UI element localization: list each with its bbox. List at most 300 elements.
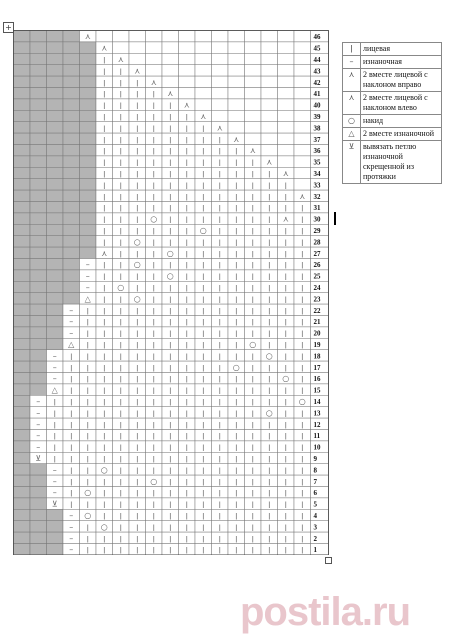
knit-icon: ǀ — [103, 215, 106, 224]
chart-cell — [14, 373, 31, 384]
knit-icon: ǀ — [218, 295, 221, 304]
purl-icon: – — [69, 317, 74, 327]
chart-cell — [47, 99, 64, 110]
knit-icon: ǀ — [202, 546, 205, 555]
knit-icon: ǀ — [169, 420, 172, 429]
chart-cell — [162, 31, 179, 42]
knit-icon: ǀ — [268, 306, 271, 315]
knit-icon: ǀ — [218, 420, 221, 429]
chart-cell — [80, 65, 97, 76]
chart-cell — [113, 42, 130, 53]
chart-cell — [63, 65, 80, 76]
knit-icon: ǀ — [268, 238, 271, 247]
knit-icon: ǀ — [103, 135, 106, 144]
chart-cell — [30, 498, 47, 509]
knit-icon: ǀ — [251, 284, 254, 292]
knit-icon: ǀ — [136, 135, 139, 144]
purl-icon: – — [69, 511, 74, 520]
knit-icon: ǀ — [103, 227, 106, 235]
knit-icon: ǀ — [119, 67, 122, 76]
knit-icon: ǀ — [251, 238, 254, 247]
row-number: 23 — [313, 295, 321, 304]
yarn-over-icon: ○ — [166, 271, 174, 281]
row-number: 15 — [313, 386, 321, 395]
chart-cell — [245, 133, 262, 144]
knit-icon: ǀ — [136, 386, 139, 395]
knit-icon: ǀ — [103, 113, 106, 121]
knit-icon: ǀ — [86, 500, 89, 509]
knit-icon: ǀ — [136, 363, 139, 372]
knit-icon: ǀ — [235, 318, 238, 327]
legend-row — [343, 141, 442, 184]
knit-icon: ǀ — [268, 318, 271, 327]
chart-cell — [30, 532, 47, 543]
knit-icon: ǀ — [86, 523, 89, 532]
row-number: 4 — [313, 512, 317, 520]
knit-icon: ǀ — [268, 386, 271, 395]
knit-icon: ǀ — [169, 546, 172, 555]
chart-cell — [30, 167, 47, 178]
yarn-over-icon: ○ — [100, 465, 108, 475]
chart-cell — [80, 99, 97, 110]
knit-icon: ǀ — [218, 329, 221, 338]
chart-cell — [80, 88, 97, 99]
yarn-over-icon: ○ — [133, 294, 141, 304]
knit-icon: ǀ — [202, 181, 205, 190]
knit-icon: ǀ — [251, 192, 254, 201]
knit-icon: ǀ — [251, 546, 254, 555]
legend-text: лицевая — [361, 43, 442, 56]
knit-icon: ǀ — [169, 124, 172, 133]
knit-icon: ǀ — [119, 261, 122, 270]
knit-icon: ǀ — [185, 352, 188, 361]
chart-cell — [195, 31, 212, 42]
row-number: 5 — [313, 500, 317, 509]
yarn-over-icon: ○ — [298, 397, 306, 406]
knit-icon: ǀ — [185, 238, 188, 247]
knit-icon: ǀ — [136, 398, 139, 406]
chart-cell — [146, 31, 163, 42]
knit-icon: ǀ — [235, 386, 238, 395]
chart-cell — [129, 53, 146, 64]
knit-icon: ǀ — [185, 215, 188, 224]
chart-cell — [30, 145, 47, 156]
knit-icon: ǀ — [86, 341, 89, 349]
knit-icon: ǀ — [152, 386, 155, 395]
knit-icon: ǀ — [251, 170, 254, 178]
knit-icon: ǀ — [268, 500, 271, 509]
row-number: 26 — [313, 261, 321, 270]
chart-cell — [278, 156, 295, 167]
chart-cell — [47, 521, 64, 532]
knit-icon: ǀ — [185, 466, 188, 475]
row-number: 31 — [313, 204, 321, 213]
k2tog-icon: ⋏ — [117, 55, 124, 64]
row-number: 41 — [313, 90, 321, 99]
knit-icon: ǀ — [53, 443, 56, 452]
purl-twisted-icon: ⊻ — [35, 454, 42, 463]
chart-cell — [228, 42, 245, 53]
chart-cell — [47, 259, 64, 270]
watermark: postila.ru — [240, 590, 411, 634]
knit-icon: ǀ — [169, 306, 172, 315]
knit-icon: ǀ — [301, 215, 304, 224]
knit-icon: ǀ — [86, 409, 89, 418]
knit-icon: ǀ — [218, 398, 221, 406]
knit-icon: ǀ — [284, 352, 287, 361]
knit-icon: ǀ — [70, 489, 73, 498]
k2tog-right-icon: ⋏ — [343, 69, 361, 92]
knit-icon: ǀ — [119, 523, 122, 532]
yarn-over-icon: ○ — [232, 362, 240, 372]
knit-icon: ǀ — [119, 375, 122, 384]
knit-icon: ǀ — [301, 295, 304, 304]
knit-icon: ǀ — [136, 227, 139, 235]
knit-icon: ǀ — [301, 341, 304, 349]
knit-icon: ǀ — [218, 546, 221, 555]
knit-icon: ǀ — [235, 534, 238, 543]
knit-icon: ǀ — [152, 204, 155, 213]
chart-cell — [14, 521, 31, 532]
knit-icon: ǀ — [103, 147, 106, 156]
knit-icon: ǀ — [103, 329, 106, 338]
knit-icon: ǀ — [218, 523, 221, 532]
chart-cell — [294, 65, 311, 76]
knit-icon: ǀ — [235, 306, 238, 315]
knit-icon: ǀ — [185, 204, 188, 213]
row-number: 22 — [313, 306, 321, 315]
knit-icon: ǀ — [103, 546, 106, 555]
knit-icon: ǀ — [103, 352, 106, 361]
knit-icon: ǀ — [119, 192, 122, 201]
knit-icon: ǀ — [202, 192, 205, 201]
chart-cell — [14, 544, 31, 555]
chart-cell — [63, 31, 80, 42]
chart-cell — [278, 88, 295, 99]
yarn-over-icon: ○ — [133, 260, 141, 270]
knit-icon: ǀ — [169, 261, 172, 270]
knit-icon: ǀ — [284, 329, 287, 338]
purl-twisted-icon: ⊻ — [51, 499, 58, 509]
knit-icon: ǀ — [235, 375, 238, 384]
chart-cell — [294, 99, 311, 110]
chart-cell — [261, 53, 278, 64]
knit-icon: ǀ — [53, 432, 56, 441]
knit-icon: ǀ — [235, 261, 238, 270]
chart-cell — [162, 76, 179, 87]
knit-icon: ǀ — [169, 341, 172, 349]
knit-icon: ǀ — [218, 272, 221, 281]
chart-cell — [63, 76, 80, 87]
knit-icon: ǀ — [284, 477, 287, 486]
knit-icon: ǀ — [268, 329, 271, 338]
chart-cell — [80, 202, 97, 213]
chart-cell — [195, 65, 212, 76]
chart-cell — [14, 133, 31, 144]
row-number: 13 — [313, 409, 321, 418]
k2tog-icon: ⋏ — [101, 248, 108, 258]
knit-icon: ǀ — [103, 238, 106, 247]
knit-icon: ǀ — [169, 113, 172, 121]
knit-icon: ǀ — [185, 227, 188, 235]
legend-text: накид — [361, 115, 442, 128]
knit-icon: ǀ — [301, 409, 304, 418]
chart-cell — [14, 53, 31, 64]
knit-icon: ǀ — [169, 455, 172, 463]
knit-icon: ǀ — [169, 329, 172, 338]
chart-cell — [30, 464, 47, 475]
knit-icon: ǀ — [185, 432, 188, 441]
chart-cell — [261, 122, 278, 133]
chart-cell — [294, 156, 311, 167]
knit-icon: ǀ — [86, 432, 89, 441]
chart-cell — [80, 190, 97, 201]
knit-icon: ǀ — [136, 90, 139, 99]
knit-icon: ǀ — [251, 352, 254, 361]
chart-cell — [47, 509, 64, 520]
yarn-over-icon: ○ — [100, 522, 108, 532]
chart-cell — [278, 110, 295, 121]
chart-cell — [14, 498, 31, 509]
chart-cell — [80, 156, 97, 167]
chart-cell — [113, 31, 130, 42]
chart-cell — [212, 110, 229, 121]
knit-icon: ǀ — [169, 295, 172, 304]
knit-icon: ǀ — [268, 272, 271, 281]
knit-icon: ǀ — [86, 546, 89, 555]
row-number: 8 — [313, 466, 317, 475]
chart-cell — [47, 53, 64, 64]
purl-icon: – — [85, 260, 90, 270]
chart-cell — [228, 122, 245, 133]
legend-text: вывязать петлю изнаночной скрещенной из протяжки — [361, 141, 442, 184]
knit-icon: ǀ — [284, 284, 287, 292]
chart-cell — [30, 338, 47, 349]
table-resize-handle[interactable] — [325, 557, 332, 564]
chart-cell — [30, 110, 47, 121]
purl-icon: – — [69, 305, 74, 315]
knit-icon: ǀ — [103, 386, 106, 395]
chart-cell — [14, 475, 31, 486]
chart-cell — [261, 42, 278, 53]
row-number: 37 — [313, 135, 321, 144]
knit-icon: ǀ — [169, 101, 172, 110]
knit-icon: ǀ — [202, 500, 205, 509]
knit-icon: ǀ — [136, 420, 139, 429]
knit-icon: ǀ — [284, 192, 287, 201]
knit-icon: ǀ — [251, 500, 254, 509]
purl-icon: – — [69, 545, 74, 555]
chart-cell — [30, 133, 47, 144]
chart-cell — [47, 316, 64, 327]
knit-icon: ǀ — [251, 523, 254, 532]
knit-icon: ǀ — [169, 432, 172, 441]
chart-cell — [63, 167, 80, 178]
chart-cell — [47, 270, 64, 281]
knit-icon: ǀ — [268, 512, 271, 520]
knit-icon: ǀ — [251, 477, 254, 486]
knit-icon: ǀ — [169, 523, 172, 532]
knit-icon: ǀ — [268, 489, 271, 498]
chart-cell — [30, 65, 47, 76]
chart-cell — [30, 259, 47, 270]
chart-cell — [14, 293, 31, 304]
row-number: 17 — [313, 363, 321, 372]
k2tog-icon: ⋏ — [167, 89, 174, 99]
knit-icon: ǀ — [103, 477, 106, 486]
knit-icon: ǀ — [169, 284, 172, 292]
knit-icon: ǀ — [169, 204, 172, 213]
knit-icon: ǀ — [103, 375, 106, 384]
knit-icon: ǀ — [235, 420, 238, 429]
knit-icon: ǀ — [268, 204, 271, 213]
knit-icon: ǀ — [251, 455, 254, 463]
chart-cell — [30, 202, 47, 213]
knit-icon: ǀ — [235, 352, 238, 361]
row-number: 12 — [313, 420, 321, 429]
knit-icon: ǀ — [119, 227, 122, 235]
knit-icon: ǀ — [185, 500, 188, 509]
knit-icon: ǀ — [86, 386, 89, 395]
chart-cell — [30, 361, 47, 372]
chart-cell — [47, 88, 64, 99]
knit-icon: ǀ — [268, 215, 271, 224]
chart-cell — [14, 65, 31, 76]
k2tog-icon: ⋏ — [282, 214, 289, 224]
chart-cell — [30, 509, 47, 520]
knit-icon: ǀ — [119, 215, 122, 224]
row-number: 1 — [313, 546, 317, 555]
knit-icon: ǀ — [268, 546, 271, 555]
purl-icon: – — [36, 397, 41, 406]
chart-cell — [14, 418, 31, 429]
knit-icon: ǀ — [218, 135, 221, 144]
knit-icon: ǀ — [185, 420, 188, 429]
knit-icon: ǀ — [152, 363, 155, 372]
knit-icon: ǀ — [235, 329, 238, 338]
yarn-over-icon: ○ — [150, 214, 158, 224]
chart-cell — [294, 88, 311, 99]
knit-icon: ǀ — [218, 249, 221, 258]
knit-icon: ǀ — [284, 512, 287, 520]
knit-icon: ǀ — [301, 352, 304, 361]
chart-cell — [47, 110, 64, 121]
knit-icon: ǀ — [86, 443, 89, 452]
knit-icon: ǀ — [103, 284, 106, 292]
knit-icon: ǀ — [202, 261, 205, 270]
chart-cell — [30, 53, 47, 64]
knit-icon: ǀ — [185, 375, 188, 384]
chart-cell — [294, 42, 311, 53]
knit-icon: ǀ — [152, 546, 155, 555]
knit-icon: ǀ — [301, 500, 304, 509]
knit-icon: ǀ — [86, 352, 89, 361]
legend-text: 2 вместе лицевой с наклоном вправо — [361, 69, 442, 92]
knit-icon: ǀ — [103, 534, 106, 543]
knit-icon: ǀ — [284, 398, 287, 406]
chart-cell — [294, 145, 311, 156]
knit-icon: ǀ — [301, 455, 304, 463]
knit-icon: ǀ — [202, 306, 205, 315]
row-number: 7 — [313, 477, 317, 486]
chart-cell — [47, 179, 64, 190]
k2tog-left-icon: ⋏ — [343, 92, 361, 115]
knit-icon: ǀ — [136, 489, 139, 498]
k2tog-icon: ⋏ — [233, 134, 240, 144]
purl-icon: – — [36, 419, 41, 429]
row-number: 10 — [313, 443, 321, 452]
chart-cell — [80, 110, 97, 121]
knit-icon: ǀ — [202, 523, 205, 532]
yarn-over-icon: ○ — [166, 248, 174, 258]
knit-icon: ǀ — [202, 147, 205, 156]
knit-icon: ǀ — [268, 192, 271, 201]
knit-icon: ǀ — [185, 181, 188, 190]
chart-cell — [278, 76, 295, 87]
knit-icon: ǀ — [218, 386, 221, 395]
knit-icon: ǀ — [202, 455, 205, 463]
knit-icon: ǀ — [119, 147, 122, 156]
chart-cell — [278, 145, 295, 156]
chart-cell — [47, 304, 64, 315]
knit-icon: ǀ — [136, 181, 139, 190]
k2tog-icon: ⋏ — [299, 191, 306, 201]
knit-icon: ǀ — [202, 489, 205, 498]
row-number: 27 — [313, 249, 321, 258]
knit-icon: ǀ — [301, 204, 304, 213]
knit-icon: ǀ — [136, 78, 139, 87]
knit-icon: ǀ — [169, 386, 172, 395]
knit-icon: ǀ — [136, 318, 139, 327]
table-move-handle[interactable]: + — [3, 22, 14, 33]
knit-icon: ǀ — [251, 489, 254, 498]
chart-cell — [14, 281, 31, 292]
chart-cell — [30, 350, 47, 361]
p2tog-icon: △ — [84, 294, 91, 304]
knit-icon: ǀ — [251, 443, 254, 452]
knit-icon: ǀ — [284, 523, 287, 532]
chart-cell — [14, 167, 31, 178]
knit-icon: ǀ — [152, 409, 155, 418]
knit-icon: ǀ — [152, 420, 155, 429]
chart-cell — [47, 247, 64, 258]
chart-cell — [212, 31, 229, 42]
chart-cell — [63, 213, 80, 224]
chart-cell — [245, 42, 262, 53]
chart-cell — [63, 99, 80, 110]
knit-icon: ǀ — [169, 477, 172, 486]
yarn-over-icon: ○ — [265, 408, 273, 418]
purl-icon: – — [36, 442, 41, 452]
knit-icon: ǀ — [136, 329, 139, 338]
legend-row — [343, 115, 442, 128]
knit-icon: ǀ — [152, 318, 155, 327]
knit-icon: ǀ — [136, 546, 139, 555]
knit-icon: ǀ — [284, 386, 287, 395]
k2tog-icon: ⋏ — [183, 100, 190, 110]
knit-icon: ǀ — [169, 398, 172, 406]
chart-cell — [294, 110, 311, 121]
knit-icon: ǀ — [202, 215, 205, 224]
knit-icon: ǀ — [185, 158, 188, 167]
knit-icon: ǀ — [218, 318, 221, 327]
knit-icon: ǀ — [136, 113, 139, 121]
knit-icon: ǀ — [301, 318, 304, 327]
knit-icon: ǀ — [185, 398, 188, 406]
knit-icon: ǀ — [235, 249, 238, 258]
purl-icon: – — [69, 328, 74, 338]
knit-icon: ǀ — [103, 512, 106, 520]
